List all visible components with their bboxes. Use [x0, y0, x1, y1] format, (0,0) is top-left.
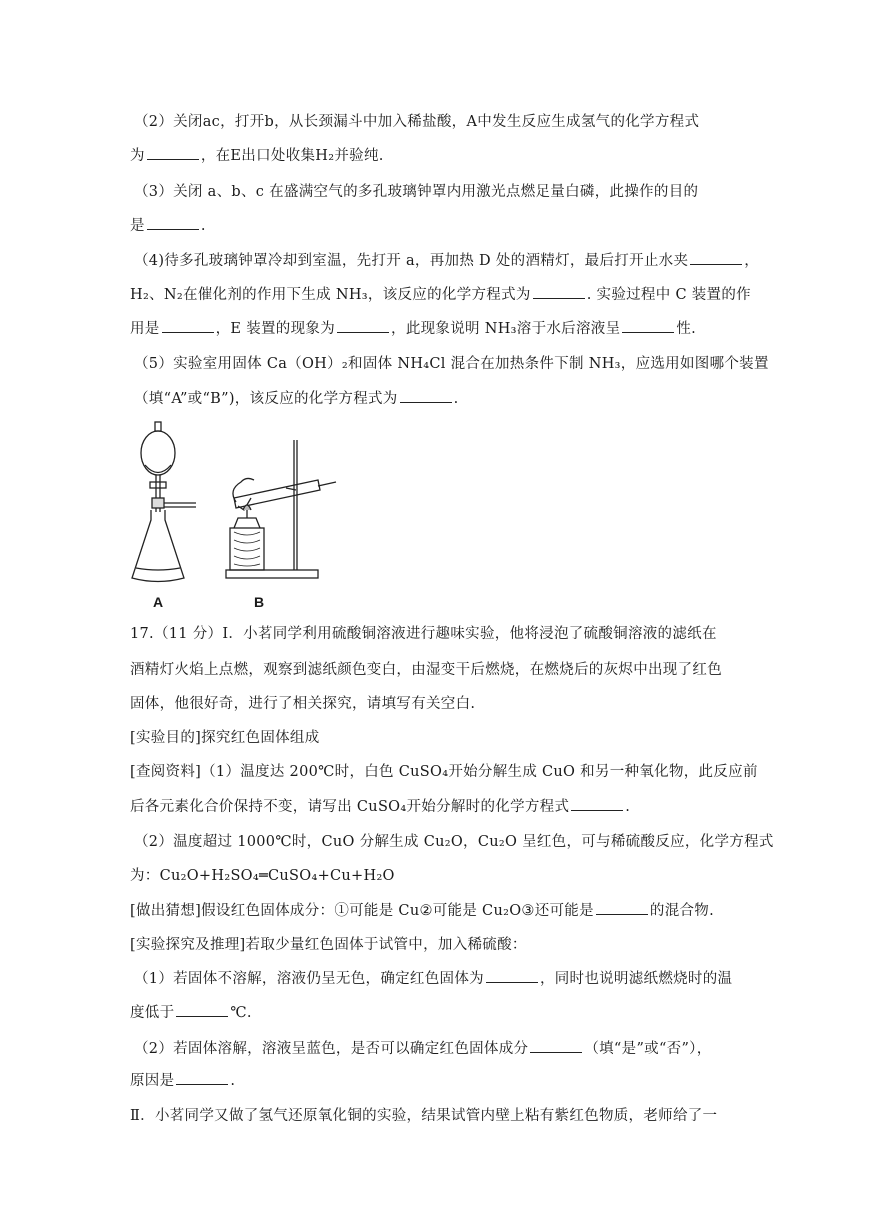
- text-segment: ，同时也说明滤纸燃烧时的温: [539, 971, 733, 987]
- text-segment: 原因是: [130, 1073, 175, 1089]
- answer-blank[interactable]: [571, 796, 623, 811]
- text-segment: （2）关闭ac，打开b，从长颈漏斗中加入稀盐酸，A中发生反应生成氢气的化学方程式: [134, 114, 700, 130]
- text-line: [130, 728, 740, 748]
- label-a: A: [153, 594, 164, 610]
- apparatus-figure: [126, 420, 356, 615]
- answer-blank[interactable]: [400, 388, 452, 403]
- text-segment: （1）若固体不溶解，溶液仍呈无色，确定红色固体为: [134, 971, 484, 987]
- text-segment: [做出猜想]假设红色固体成分：①可能是 Cu②可能是 Cu₂O③还可能是: [130, 903, 594, 919]
- answer-blank[interactable]: [337, 318, 389, 333]
- text-segment: （填“是”或“否”），: [584, 1041, 712, 1057]
- text-segment: 的混合物.: [649, 903, 715, 919]
- text-segment: .: [453, 391, 459, 407]
- text-segment: （2）温度超过 1000℃时，CuO 分解生成 Cu₂O，Cu₂O 呈红色，可与稀硫酸反应，化学方程式: [134, 834, 774, 850]
- text-segment: ，: [744, 253, 760, 269]
- text-segment: （3）关闭 a、b、c 在盛满空气的多孔玻璃钟罩内用激光点燃足量白磷，此操作的目的: [134, 184, 699, 200]
- text-segment: H₂、N₂在催化剂的作用下生成 NH₃，该反应的化学方程式为: [130, 287, 531, 303]
- text-segment: （4)待多孔玻璃钟罩冷却到室温，先打开 a，再加热 D 处的酒精灯，最后打开止水夹: [134, 253, 689, 269]
- text-line: [130, 624, 740, 644]
- text-line: [130, 796, 740, 817]
- answer-blank[interactable]: [176, 1002, 228, 1017]
- text-segment: 度低于: [130, 1005, 175, 1021]
- text-line: [130, 694, 740, 714]
- text-line: [134, 250, 760, 271]
- answer-blank[interactable]: [162, 318, 214, 333]
- text-segment: 后各元素化合价保持不变，请写出 CuSO₄开始分解时的化学方程式: [130, 799, 570, 815]
- text-line: [130, 215, 740, 236]
- answer-blank[interactable]: [622, 318, 674, 333]
- text-segment: .: [230, 1073, 236, 1089]
- text-line: [134, 112, 744, 132]
- text-segment: ℃.: [230, 1005, 252, 1021]
- text-line: [130, 1002, 740, 1023]
- text-line: [134, 832, 774, 852]
- text-line: [130, 660, 740, 680]
- text-line: [130, 318, 740, 339]
- answer-blank[interactable]: [176, 1070, 228, 1085]
- text-segment: 17.（11 分）Ⅰ．小茗同学利用硫酸铜溶液进行趣味实验，他将浸泡了硫酸铜溶液的滤纸在: [130, 626, 717, 642]
- text-line: [134, 388, 744, 409]
- text-segment: . 实验过程中 C 装置的作: [586, 287, 751, 303]
- text-segment: 性.: [676, 321, 697, 337]
- text-line: [130, 284, 751, 305]
- answer-blank[interactable]: [533, 284, 585, 299]
- text-line: [130, 1106, 740, 1126]
- text-segment: .: [625, 799, 631, 815]
- answer-blank[interactable]: [486, 968, 538, 983]
- text-segment: ，E 装置的现象为: [215, 321, 336, 337]
- answer-blank[interactable]: [147, 145, 199, 160]
- text-line: [130, 762, 758, 782]
- text-segment: 为：Cu₂O+H₂SO₄═CuSO₄+Cu+H₂O: [130, 868, 395, 884]
- text-segment: Ⅱ．小茗同学又做了氢气还原氧化铜的实验，结果试管内壁上粘有紫红色物质，老师给了一: [130, 1108, 718, 1124]
- text-segment: ，此现象说明 NH₃溶于水后溶液呈: [391, 321, 621, 337]
- text-line: [134, 968, 744, 989]
- text-line: [130, 935, 740, 955]
- text-line: [130, 145, 740, 166]
- text-line: [134, 182, 744, 202]
- text-line: [130, 900, 740, 921]
- answer-blank[interactable]: [147, 215, 199, 230]
- answer-blank[interactable]: [530, 1038, 582, 1053]
- text-segment: （2）若固体溶解，溶液呈蓝色，是否可以确定红色固体成分: [134, 1041, 529, 1057]
- answer-blank[interactable]: [690, 250, 742, 265]
- text-segment: [实验目的]探究红色固体组成: [130, 730, 320, 746]
- text-segment: （填“A”或“B”)，该反应的化学方程式为: [134, 391, 398, 407]
- apparatus-diagram: [126, 420, 356, 590]
- text-segment: ，在E出口处收集H₂并验纯.: [200, 148, 384, 164]
- text-line: [130, 866, 740, 886]
- text-segment: 用是: [130, 321, 160, 337]
- text-segment: 为: [130, 148, 145, 164]
- text-segment: 固体，他很好奇，进行了相关探究，请填写有关空白.: [130, 696, 476, 712]
- text-segment: （5）实验室用固体 Ca（OH）₂和固体 NH₄Cl 混合在加热条件下制 NH₃，应选用如图哪个装置: [134, 356, 769, 372]
- label-b: B: [254, 594, 265, 610]
- text-segment: [实验探究及推理]若取少量红色固体于试管中，加入稀硫酸：: [130, 937, 527, 953]
- text-line: [130, 1070, 740, 1091]
- text-segment: 是: [130, 218, 145, 234]
- text-line: [134, 1038, 744, 1059]
- text-segment: .: [200, 218, 206, 234]
- text-segment: 酒精灯火焰上点燃，观察到滤纸颜色变白，由湿变干后燃烧，在燃烧后的灰烬中出现了红色: [130, 662, 722, 678]
- answer-blank[interactable]: [596, 900, 648, 915]
- text-line: [134, 354, 769, 374]
- text-segment: [查阅资料]（1）温度达 200℃时，白色 CuSO₄开始分解生成 CuO 和另一种氧化物，此反应前: [130, 764, 758, 780]
